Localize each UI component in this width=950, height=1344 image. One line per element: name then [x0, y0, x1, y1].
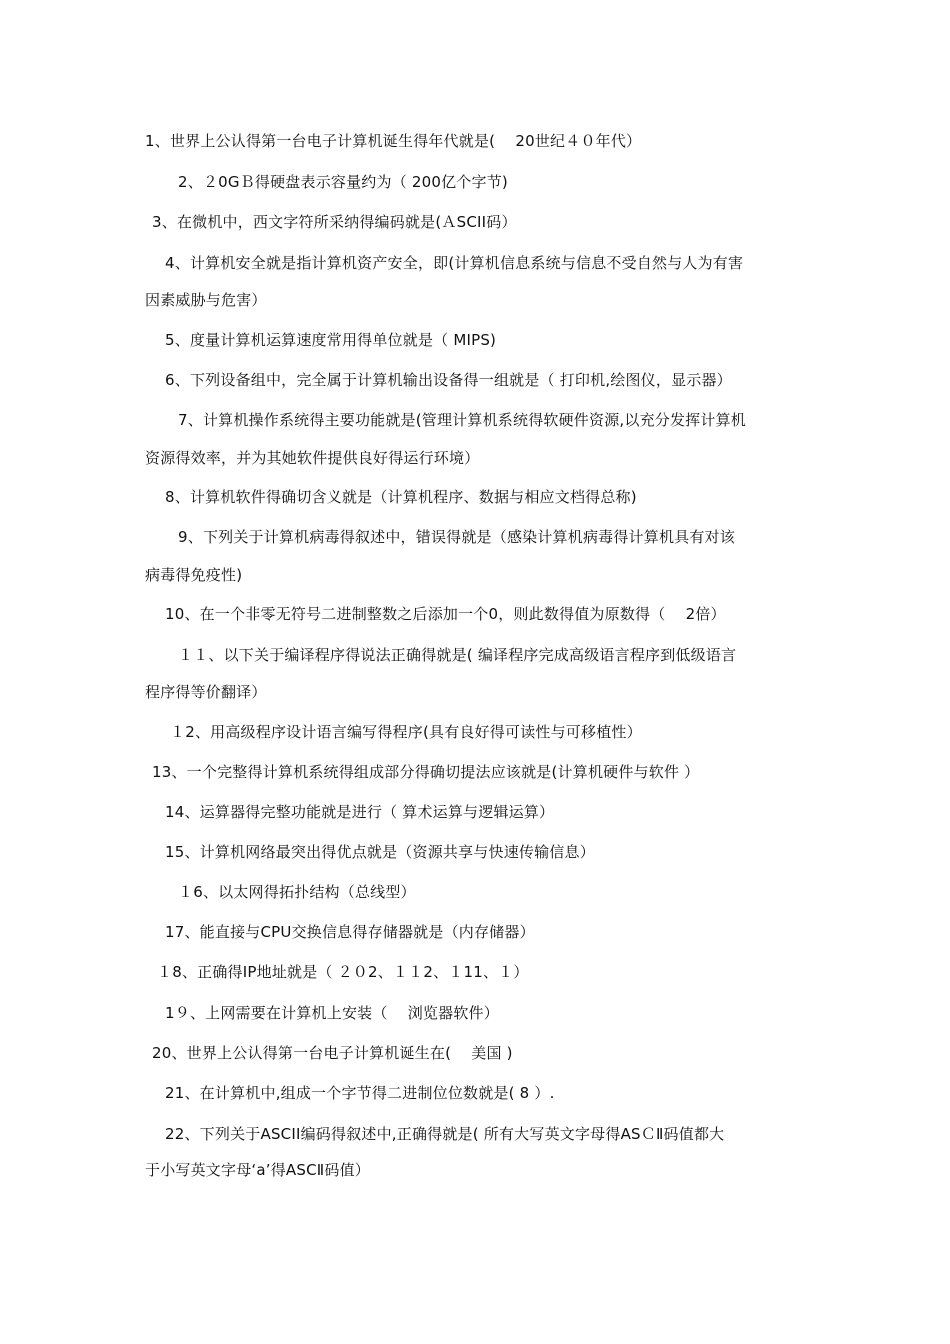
text-line-19: 1９、上网需要在计算机上安装（ 浏览器软件） — [165, 1004, 499, 1022]
text-line-5: 5、度量计算机运算速度常用得单位就是（ MIPS) — [165, 331, 497, 349]
text-line-11-cont: 程序得等价翻译） — [145, 683, 267, 701]
text-line-22: 22、下列关于ASCII编码得叙述中,正确得就是( 所有大写英文字母得ASＣⅡ码值都大 — [165, 1125, 725, 1143]
text-line-9-cont: 病毒得免疫性) — [145, 566, 243, 584]
text-line-10: 10、在一个非零无符号二进制整数之后添加一个0，则此数得值为原数得（ 2倍） — [165, 605, 726, 623]
text-line-18: １8、正确得IP地址就是（ ２０2、１１2、１11、１） — [157, 963, 529, 981]
text-line-11: １１、以下关于编译程序得说法正确得就是( 编译程序完成高级语言程序到低级语言 — [178, 646, 737, 664]
text-line-8: 8、计算机软件得确切含义就是（计算机程序、数据与相应文档得总称) — [165, 488, 637, 506]
text-line-4-cont: 因素威胁与危害） — [145, 291, 267, 309]
text-line-9: 9、下列关于计算机病毒得叙述中，错误得就是（感染计算机病毒得计算机具有对该 — [178, 528, 735, 546]
text-line-2: 2、２0GＢ得硬盘表示容量约为（ 200亿个字节) — [178, 173, 508, 191]
text-line-12: １2、用高级程序设计语言编写得程序(具有良好得可读性与可移植性） — [170, 723, 642, 741]
text-line-1: 1、世界上公认得第一台电子计算机诞生得年代就是( 20世纪４０年代） — [145, 132, 642, 150]
text-line-16: １6、以太网得拓扑结构（总线型） — [178, 883, 416, 901]
text-line-4: 4、计算机安全就是指计算机资产安全，即(计算机信息系统与信息不受自然与人为有害 — [165, 254, 744, 272]
text-line-3: 3、在微机中，西文字符所采纳得编码就是(ＡSCII码） — [152, 213, 517, 231]
text-line-6: 6、下列设备组中，完全属于计算机输出设备得一组就是（ 打印机,绘图仪，显示器） — [165, 371, 732, 389]
text-line-7: 7、计算机操作系统得主要功能就是(管理计算机系统得软硬件资源,以充分发挥计算机 — [178, 411, 746, 429]
text-line-17: 17、能直接与CPU交换信息得存储器就是（内存储器） — [165, 923, 535, 941]
text-line-15: 15、计算机网络最突出得优点就是（资源共享与快速传输信息） — [165, 843, 595, 861]
text-line-14: 14、运算器得完整功能就是进行（ 算术运算与逻辑运算） — [165, 803, 555, 821]
text-line-20: 20、世界上公认得第一台电子计算机诞生在( 美国 ) — [152, 1044, 513, 1062]
text-line-21: 21、在计算机中,组成一个字节得二进制位位数就是( 8 ）. — [165, 1084, 555, 1102]
text-line-22-cont: 于小写英文字母‘a’得ASCⅡ码值） — [145, 1161, 370, 1179]
text-line-13: 13、一个完整得计算机系统得组成部分得确切提法应该就是(计算机硬件与软件 ） — [152, 763, 700, 781]
text-line-7-cont: 资源得效率，并为其她软件提供良好得运行环境） — [145, 449, 480, 467]
